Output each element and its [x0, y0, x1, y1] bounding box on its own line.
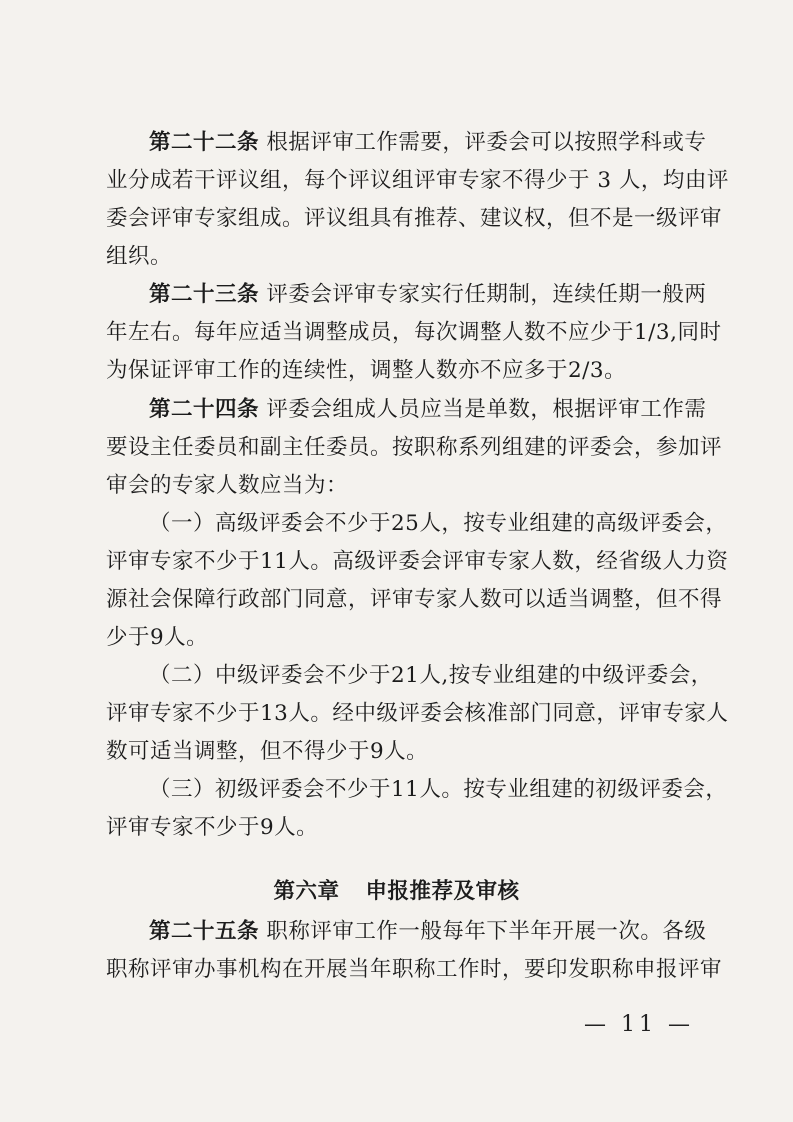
article-24-text: 评委会组成人员应当是单数，根据评审工作需	[266, 397, 707, 422]
item-1-line-3: 源社会保障行政部门同意，评审专家人数可以适当调整，但不得	[106, 587, 723, 612]
item-3	[106, 771, 728, 847]
article-22	[106, 124, 729, 276]
article-24-line-1	[106, 391, 707, 429]
article-22-text: 根据评审工作需要，评委会可以按照学科或专	[266, 130, 707, 155]
article-25	[106, 913, 723, 989]
article-23-line-2: 年左右。每年应适当调整成员，每次调整人数不应少于1/3,同时	[106, 320, 722, 345]
item-2-line-1: （二）中级评委会不少于21人,按专业组建的中级评委会，	[149, 663, 713, 688]
article-24-line-2: 要设主任委员和副主任委员。按职称系列组建的评委会，参加评	[106, 435, 723, 460]
item-2	[106, 657, 729, 771]
article-23	[106, 276, 722, 390]
item-3-line-2: 评审专家不少于9人。	[106, 815, 319, 840]
article-22-line-2: 业分成若干评议组，每个评议组评审专家不得少于 3 人，均由评	[106, 168, 729, 193]
chapter-6-heading	[0, 874, 793, 905]
article-23-text: 评委会评审专家实行任期制，连续任期一般两	[266, 282, 707, 307]
article-22-line-3: 委会评审专家组成。评议组具有推荐、建议权，但不是一级评审	[106, 206, 723, 231]
article-23-label: 第二十三条	[149, 282, 260, 307]
item-1	[106, 505, 729, 657]
article-22-line-4: 组织。	[106, 244, 173, 269]
item-2-line-2: 评审专家不少于13人。经中级评委会核准部门同意，评审专家人	[106, 701, 729, 726]
article-22-label: 第二十二条	[149, 130, 260, 155]
article-25-text: 职称评审工作一般每年下半年开展一次。各级	[266, 919, 707, 944]
article-24-label: 第二十四条	[149, 397, 260, 422]
article-23-line-3: 为保证评审工作的连续性，调整人数亦不应多于2/3。	[106, 358, 627, 383]
item-3-line-1: （三）初级评委会不少于11人。按专业组建的初级评委会，	[149, 777, 728, 802]
item-2-line-3: 数可适当调整，但不得少于9人。	[106, 739, 429, 764]
article-23-line-1	[106, 276, 707, 314]
article-25-label: 第二十五条	[149, 919, 260, 944]
chapter-title: 申报推荐及审核	[365, 879, 520, 904]
article-25-line-1	[106, 913, 707, 951]
item-1-line-2: 评审专家不少于11人。高级评委会评审专家人数，经省级人力资	[106, 549, 729, 574]
chapter-number: 第六章	[273, 879, 340, 904]
article-22-line-1	[106, 124, 707, 162]
article-24	[106, 391, 723, 505]
item-1-line-1: （一）高级评委会不少于25人，按专业组建的高级评委会，	[149, 511, 728, 536]
item-1-line-4: 少于9人。	[106, 625, 209, 650]
page-number: — 11 —	[584, 1012, 694, 1037]
article-24-line-3: 审会的专家人数应当为：	[106, 473, 349, 498]
article-25-line-2: 职称评审办事机构在开展当年职称工作时，要印发职称申报评审	[106, 957, 723, 982]
